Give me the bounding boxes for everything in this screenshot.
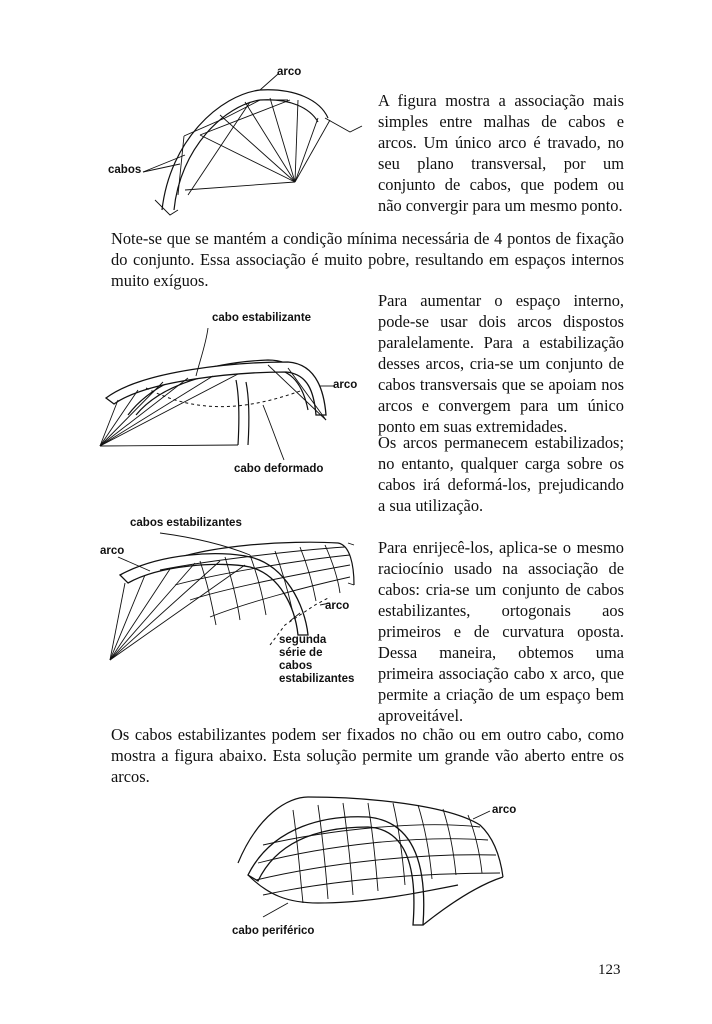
label-cabo-deformado: cabo deformado	[234, 463, 324, 475]
label-arco-fig3-right: arco	[325, 600, 350, 612]
figure-two-arches	[88, 320, 358, 470]
label-arco-fig2: arco	[333, 379, 358, 391]
label-cabos-estabilizantes: cabos estabilizantes	[130, 517, 242, 529]
paragraph-5: Para enrijecê-los, aplica-se o mesmo raciocínio usado na associação de cabos: cria-se um conjunto de cabos estabilizantes, ortogonais aos primeiros e de curvatura oposta. Dessa maneira, obtemos uma primeira associação cabo x arco, que permite a criação de um espaço bem aproveitável.	[378, 538, 624, 725]
label-cabo-periferico: cabo periférico	[232, 925, 315, 937]
paragraph-6: Os cabos estabilizantes podem ser fixados no chão ou em outro cabo, como mostra a figura abaixo. Esta solução permite um grande vão aberto entre os arcos.	[111, 725, 624, 786]
figure-peripheral-cable	[218, 785, 518, 940]
paragraph-4: Os arcos permanecem estabilizados; no entanto, qualquer carga sobre os cabos irá deformá-los, prejudicando a sua utilização.	[378, 433, 624, 515]
label-arco-fig3-left: arco	[100, 545, 125, 557]
label-arco-fig4: arco	[492, 804, 517, 816]
label-cabo-estabilizante: cabo estabilizante	[212, 312, 312, 324]
label-segunda-serie: segunda série de cabos estabilizantes	[279, 634, 355, 685]
paragraph-3: Para aumentar o espaço interno, pode-se usar dois arcos dispostos paralelamente. Para a estabilização desses arcos, cria-se um conjunto de cabos transversais que se apoiam nos arcos e convergem para um único ponto em suas extremidades.	[378, 291, 624, 436]
paragraph-2: Note-se que se mantém a condição mínima necessária de 4 pontos de fixação do conjunto. Essa associação é muito pobre, resultando em espaços internos muito exíguos.	[111, 229, 624, 290]
figure-single-arch	[100, 60, 370, 230]
label-cabos-fig1: cabos	[108, 164, 142, 176]
label-arco-fig1: arco	[277, 66, 302, 78]
page-number: 123	[598, 962, 621, 978]
paragraph-1: A figura mostra a associação mais simples entre malhas de cabos e arcos. Um único arco é travado, no seu plano transversal, por um conjunto de cabos, que podem ou não convergir para um mesmo ponto.	[378, 91, 624, 215]
